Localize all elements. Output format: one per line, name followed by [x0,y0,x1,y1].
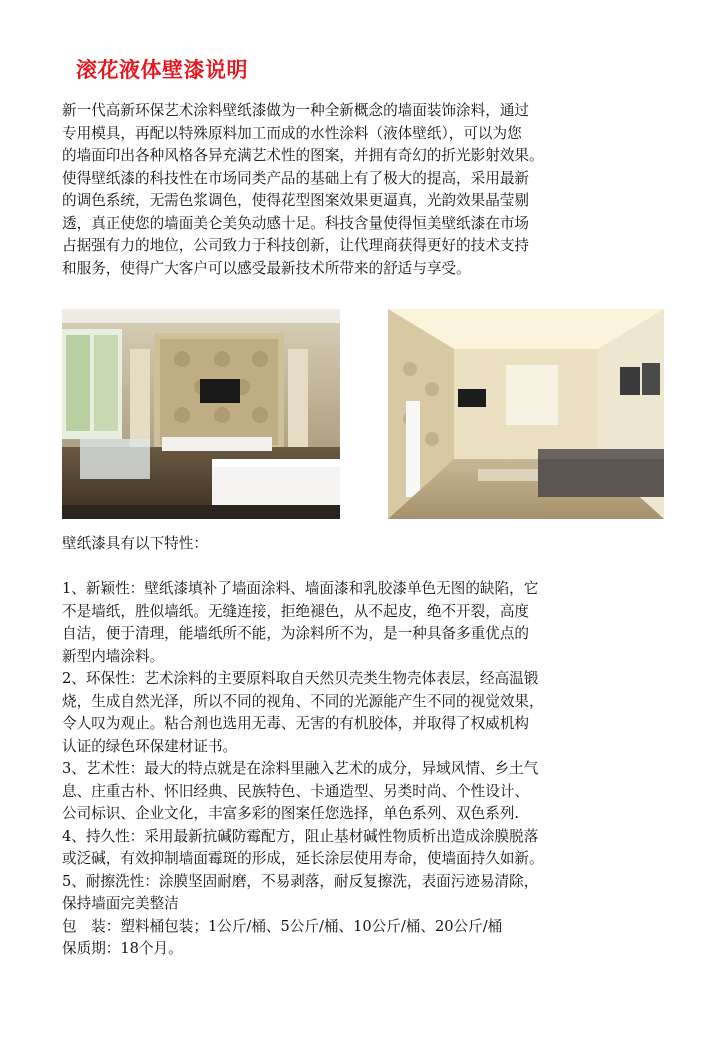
living-room-photo-1 [62,309,340,519]
feature-line: 烧，生成自然光泽，所以不同的视角、不同的光源能产生不同的视觉效果， [62,692,544,710]
feature-line: 息、庄重古朴、怀旧经典、民族特色、卡通造型、另类时尚、个性设计、 [62,782,530,800]
page-title: 滚花液体壁漆说明 [76,58,248,82]
intro-line: 占据强有力的地位，公司致力于科技创新，让代理商获得更好的技术支持 [62,237,530,254]
intro-line: 和服务，使得广大客户可以感受最新技术所带来的舒适与享受。 [62,259,471,277]
feature-line: 5、耐擦洗性：涂膜坚固耐磨，不易剥落，耐反复擦洗，表面污迹易清除， [62,872,539,890]
features-section [62,533,702,961]
living-room-photo-2 [388,309,664,519]
intro-line: 的调色系统，无需色浆调色，使得花型图案效果更逼真，光韵效果晶莹剔 [62,192,530,209]
feature-line: 公司标识、企业文化，丰富多彩的图案任您选择，单色系列、双色系列. [62,805,520,822]
intro-line: 的墙面印出各种风格各异充满艺术性的图案，并拥有奇幻的折光影射效果。 [62,147,544,164]
features-heading: 壁纸漆具有以下特性： [62,535,208,552]
intro-line: 新一代高新环保艺术涂料壁纸漆做为一种全新概念的墙面装饰涂料，通过 [62,102,530,119]
feature-line: 不是墙纸，胜似墙纸。无缝连接，拒绝褪色，从不起皮，绝不开裂，高度 [62,602,530,620]
intro-line: 透，真正使您的墙面美仑美奂动感十足。科技含量使得恒美壁纸漆在市场 [62,214,530,232]
feature-line: 1、新颖性：壁纸漆填补了墙面涂料、墙面漆和乳胶漆单色无图的缺陷，它 [62,580,539,597]
feature-line: 4、持久性：采用最新抗碱防霉配方，阻止基材碱性物质析出造成涂膜脱落 [62,827,539,845]
living-room-photo-1-image [62,309,340,519]
shelf-life-line: 保质期：18个月。 [62,940,183,957]
intro-line: 使得壁纸漆的科技性在市场同类产品的基础上有了极大的提高，采用最新 [62,169,530,187]
feature-line: 保持墙面完美整洁 [62,895,179,912]
living-room-photo-2-image [388,309,664,519]
photo-row [62,309,662,519]
packaging-line: 包 装：塑料桶包装；1公斤/桶、5公斤/桶、10公斤/桶、20公斤/桶 [62,917,503,935]
feature-line: 认证的绿色环保建材证书。 [62,737,238,755]
intro-line: 专用模具，再配以特殊原料加工而成的水性涂料（液体壁纸），可以为您 [62,124,522,142]
spacer [62,556,702,579]
feature-line: 新型内墙涂料。 [62,647,165,665]
feature-line: 自洁，便于清理，能墙纸所不能，为涂料所不为，是一种具备多重优点的 [62,625,530,642]
feature-line: 3、艺术性：最大的特点就是在涂料里融入艺术的成分，异域风情、乡土气 [62,760,539,777]
feature-line: 或泛碱，有效抑制墙面霉斑的形成，延长涂层使用寿命，使墙面持久如新。 [62,850,544,867]
feature-line: 2、环保性：艺术涂料的主要原料取自天然贝壳类生物壳体表层，经高温锻 [62,670,539,687]
intro-paragraph [62,100,702,280]
feature-line: 令人叹为观止。粘合剂也选用无毒、无害的有机胶体，并取得了权威机构 [62,715,530,732]
